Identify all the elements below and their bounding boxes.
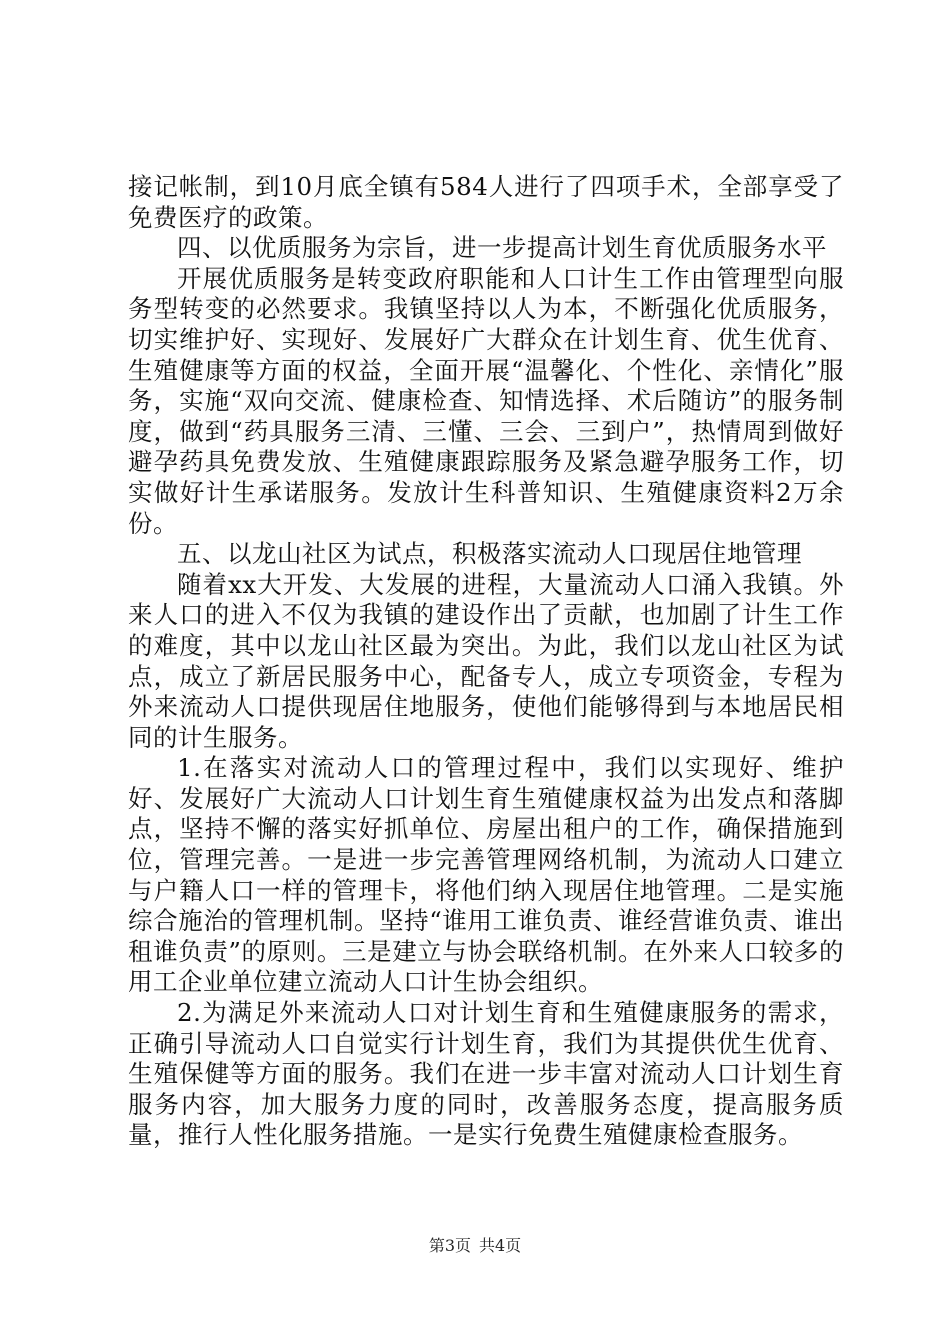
paragraph-item-2: 2.为满足外来流动人口对计划生育和生殖健康服务的需求，正确引导流动人口自觉实行计划生育，我们为其提供优生优育、生殖保健等方面的服务。我们在进一步丰富对流动人口计划生育服务内容，加大服务力度的同时，改善服务态度，提高服务质量，推行人性化服务措施。一是实行免费生殖健康检查服务。 (128, 998, 844, 1150)
section-heading-4: 四、以优质服务为宗旨，进一步提高计划生育优质服务水平 (177, 233, 827, 263)
page-number: 第3页 (428, 1236, 471, 1255)
page-footer (0, 1236, 950, 1256)
paragraph-item-1: 1.在落实对流动人口的管理过程中，我们以实现好、维护好、发展好广大流动人口计划生育生殖健康权益为出发点和落脚点，坚持不懈的落实好抓单位、房屋出租户的工作，确保措施到位，管理完善。一是进一步完善管理网络机制，为流动人口建立与户籍人口一样的管理卡，将他们纳入现居住地管理。二是实施综合施治的管理机制。坚持“谁用工谁负责、谁经营谁负责、谁出租谁负责”的原则。三是建立与协会联络机制。在外来人口较多的用工企业单位建立流动人口计生协会组织。 (128, 753, 844, 997)
section-heading-5: 五、以龙山社区为试点，积极落实流动人口现居住地管理 (177, 539, 802, 569)
paragraph-floating-population: 随着xx大开发、大发展的进程，大量流动人口涌入我镇。外来人口的进入不仅为我镇的建设作出了贡献，也加剧了计生工作的难度，其中以龙山社区最为突出。为此，我们以龙山社区为试点，成立了新居民服务中心，配备专人，成立专项资金，专程为外来流动人口提供现居住地服务，使他们能够得到与本地居民相同的计生服务。 (128, 569, 844, 752)
paragraph-quality-service: 开展优质服务是转变政府职能和人口计生工作由管理型向服务型转变的必然要求。我镇坚持以人为本，不断强化优质服务，切实维护好、实现好、发展好广大群众在计划生育、优生优育、生殖健康等方面的权益，全面开展“温馨化、个性化、亲情化”服务，实施“双向交流、健康检查、知情选择、术后随访”的服务制度，做到“药具服务三清、三懂、三会、三到户”，热情周到做好避孕药具免费发放、生殖健康跟踪服务及紧急避孕服务工作，切实做好计生承诺服务。发放计生科普知识、生殖健康资料2万余份。 (128, 263, 844, 538)
document-body (128, 172, 844, 1151)
page-total: 共4页 (479, 1236, 522, 1255)
paragraph-continuation: 接记帐制，到10月底全镇有584人进行了四项手术，全部享受了免费医疗的政策。 (128, 172, 844, 232)
